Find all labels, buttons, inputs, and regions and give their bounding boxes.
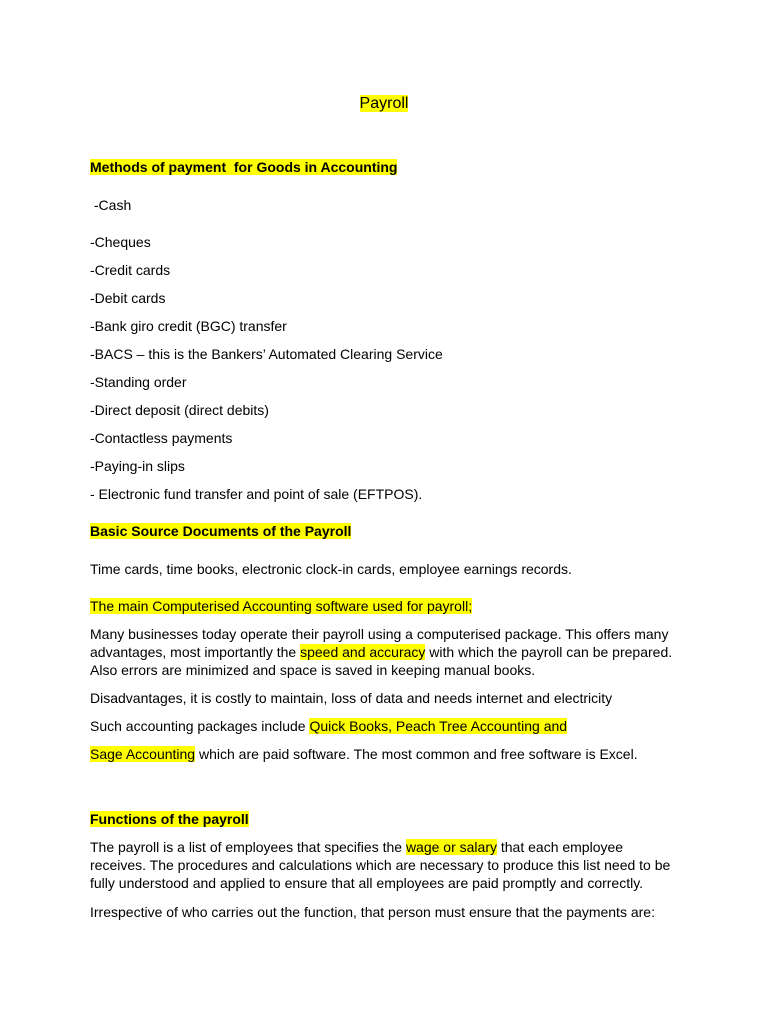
software-packages-line: [90, 717, 690, 735]
functions-para1-start: The payroll is a list of employees that specifies the: [90, 839, 406, 855]
method-item: -Paying-in slips: [90, 458, 185, 474]
method-item: -Cheques: [90, 234, 151, 250]
method-item: -Credit cards: [90, 262, 171, 278]
method-item: -Contactless payments: [90, 430, 233, 446]
source-docs-heading-text: Basic Source Documents of the Payroll: [90, 523, 352, 539]
speed-accuracy-highlight: speed and accuracy: [300, 644, 426, 660]
method-item: -Bank giro credit (BGC) transfer: [90, 318, 287, 334]
software-paragraph-disadvantages: Disadvantages, it is costly to maintain, loss of data and needs internet and electricity: [90, 690, 613, 706]
methods-heading-text: Methods of payment for Goods in Accounting: [90, 159, 398, 175]
methods-heading: [90, 158, 690, 176]
software-heading: [90, 597, 690, 615]
method-item: -Debit cards: [90, 290, 166, 306]
software-para1-start: Many businesses today operate their payroll using a computerised package. This offers many advantages, most importantly the: [90, 626, 669, 660]
functions-heading-text: Functions of the payroll: [90, 811, 249, 827]
software-sage-end: which are paid software. The most common and free software is Excel.: [195, 746, 638, 762]
method-item: -Direct deposit (direct debits): [90, 402, 269, 418]
sage-highlight: Sage Accounting: [90, 746, 196, 762]
method-item: - Electronic fund transfer and point of sale (EFTPOS).: [90, 486, 423, 502]
software-heading-text: The main Computerised Accounting software used for payroll;: [90, 598, 473, 614]
method-item: -Standing order: [90, 374, 187, 390]
software-para1-end: with which the payroll can be prepared. Also errors are minimized and space is saved in keeping manual books.: [90, 644, 673, 678]
software-paragraph-advantages: [90, 625, 680, 679]
page-title: [0, 94, 768, 114]
wage-salary-highlight: wage or salary: [405, 839, 497, 855]
method-item: -BACS – this is the Bankers’ Automated Clearing Service: [90, 346, 443, 362]
packages-highlight: Quick Books, Peach Tree Accounting and: [309, 718, 568, 734]
functions-paragraph: [90, 838, 680, 892]
source-docs-text: Time cards, time books, electronic clock-in cards, employee earnings records.: [90, 561, 572, 577]
software-packages-start: Such accounting packages include: [90, 718, 310, 734]
functions-heading: [90, 810, 690, 828]
software-sage-line: [90, 745, 690, 763]
functions-para1-end: that each employee receives. The procedures and calculations which are necessary to produce this list need to be fully understood and applied to ensure that all employees are paid promptly and correctly.: [90, 839, 671, 891]
method-item: -Cash: [90, 197, 132, 213]
page-title-text: Payroll: [359, 95, 409, 112]
functions-paragraph-2: Irrespective of who carries out the function, that person must ensure that the payments are:: [90, 904, 655, 920]
source-docs-heading: [90, 522, 690, 540]
